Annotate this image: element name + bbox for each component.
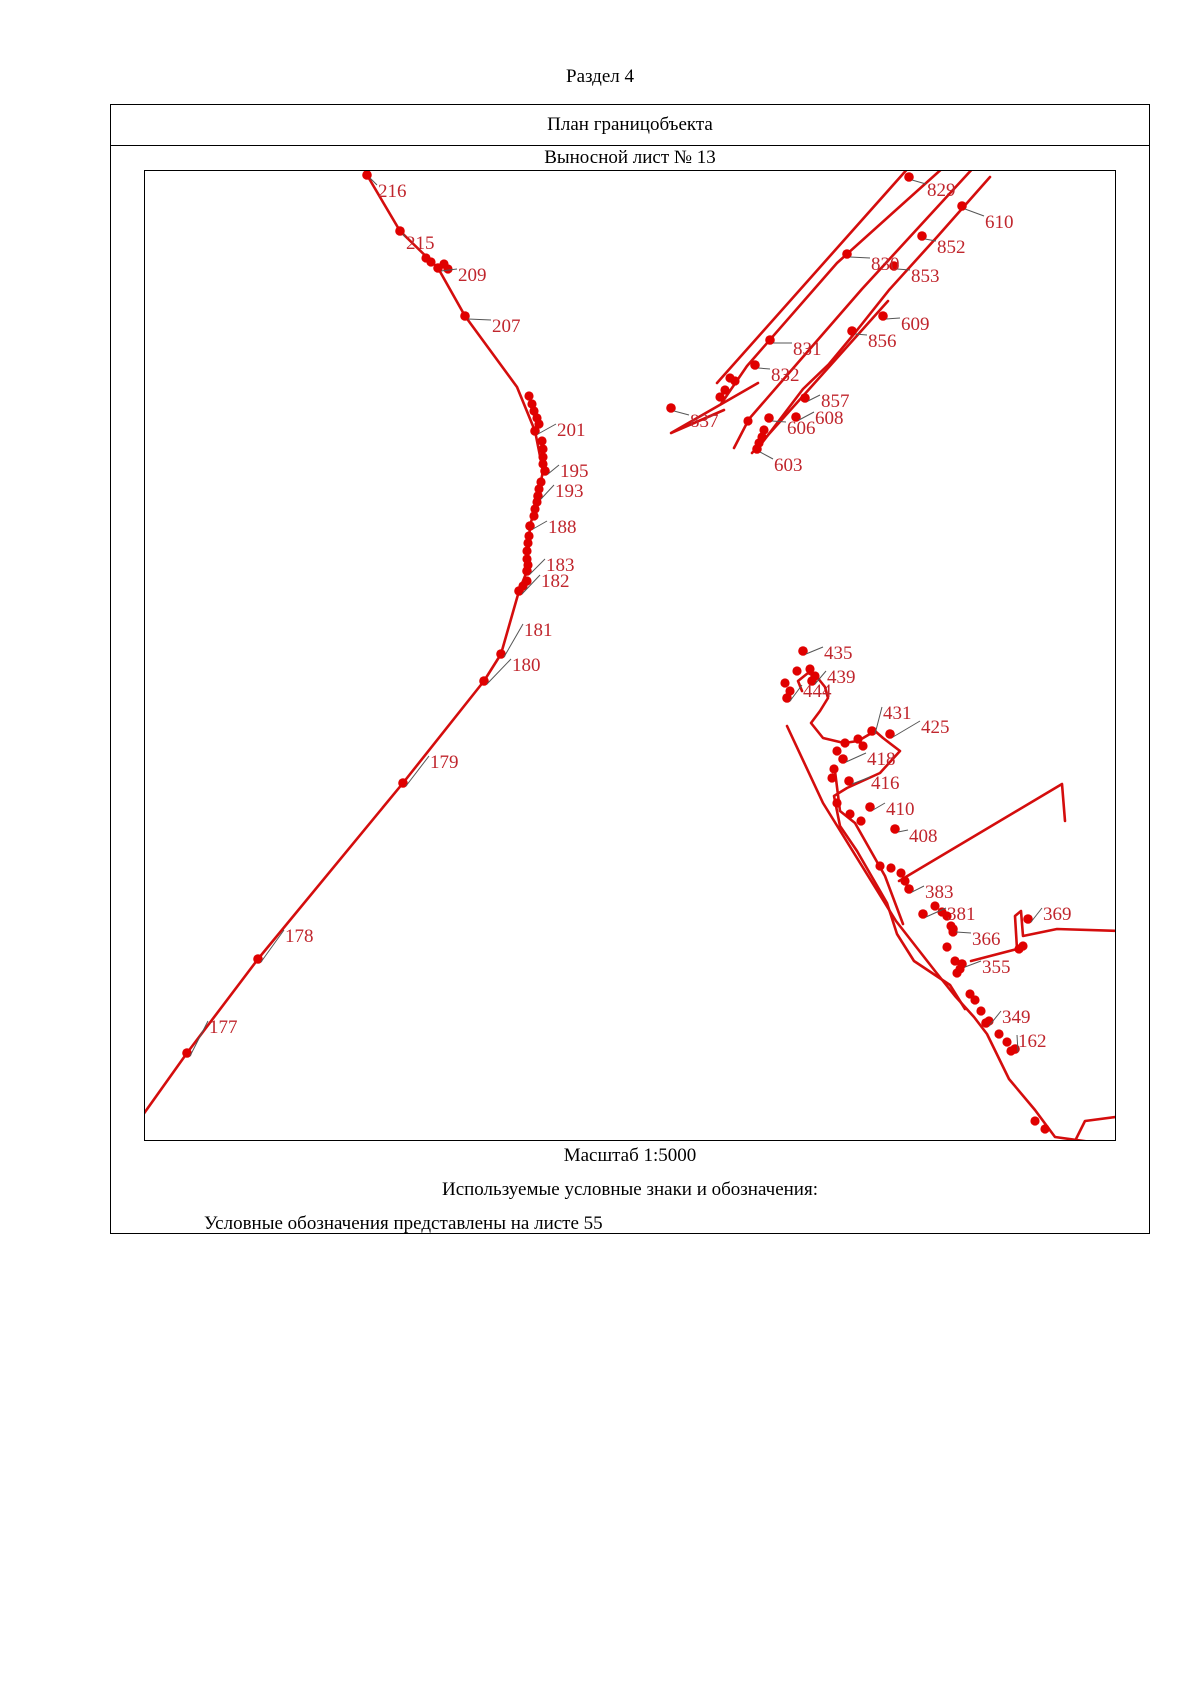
label-leader-603 — [760, 452, 773, 459]
boundary-vertex-193 — [533, 491, 543, 501]
point-labels — [209, 180, 1072, 1052]
label-leader-355 — [965, 961, 981, 967]
point-label-603: 603 — [774, 455, 803, 476]
boundary-vertex — [538, 444, 547, 453]
boundary-vertex — [829, 764, 838, 773]
boundary-vertex — [875, 861, 884, 870]
label-leader-177 — [190, 1021, 208, 1056]
point-label-178: 178 — [285, 926, 314, 947]
label-leader-410 — [873, 803, 885, 810]
boundary-vertex-182 — [514, 586, 524, 596]
point-label-608: 608 — [815, 408, 844, 429]
point-label-857: 857 — [821, 391, 850, 412]
label-leader-418 — [846, 753, 866, 762]
plan-title: План границобъекта — [111, 105, 1149, 146]
point-label-188: 188 — [548, 517, 577, 538]
point-label-837: 837 — [690, 411, 719, 432]
section-title: Раздел 4 — [566, 66, 634, 87]
boundary-vertex — [856, 816, 865, 825]
legend-note: Условные обозначения представлены на листе 55 — [204, 1213, 603, 1234]
label-leader-435 — [806, 647, 823, 654]
label-leader-431 — [875, 707, 882, 734]
boundary-vertex — [952, 968, 961, 977]
plan-frame — [110, 104, 1150, 1234]
point-label-435: 435 — [824, 643, 853, 664]
boundary-vertex-195 — [540, 466, 550, 476]
boundary-vertex — [524, 391, 533, 400]
boundary-vertex — [1030, 1116, 1039, 1125]
label-leader-207 — [468, 319, 491, 320]
point-label-381: 381 — [947, 904, 976, 925]
point-label-355: 355 — [982, 957, 1011, 978]
point-label-431: 431 — [883, 703, 912, 724]
boundary-vertex — [900, 876, 909, 885]
boundary-vertex — [1018, 941, 1027, 950]
label-leader-837 — [674, 411, 689, 415]
label-leader-606 — [772, 421, 786, 422]
boundary-vertex — [523, 538, 532, 547]
point-label-609: 609 — [901, 314, 930, 335]
point-label-610: 610 — [985, 212, 1014, 233]
boundary-vertex — [970, 995, 979, 1004]
boundary-vertex — [845, 809, 854, 818]
boundary-vertex — [715, 392, 724, 401]
boundary-vertex-181 — [496, 649, 506, 659]
boundary-vertex-349 — [981, 1018, 991, 1028]
boundary-vertex — [725, 373, 734, 382]
point-label-195: 195 — [560, 461, 589, 482]
point-label-215: 215 — [406, 233, 435, 254]
point-label-606: 606 — [787, 418, 816, 439]
boundary-vertex-179 — [398, 778, 408, 788]
point-label-832: 832 — [771, 365, 800, 386]
label-leader-610 — [965, 209, 984, 216]
boundary-vertex — [743, 416, 752, 425]
point-label-193: 193 — [555, 481, 584, 502]
boundary-vertex — [522, 546, 531, 555]
boundary-vertex — [832, 798, 841, 807]
point-label-829: 829 — [927, 180, 956, 201]
point-label-369: 369 — [1043, 904, 1072, 925]
point-label-410: 410 — [886, 799, 915, 820]
boundary-vertex — [1040, 1124, 1049, 1133]
boundary-vertex — [529, 511, 538, 520]
boundary-line-se-6 — [1075, 1116, 1116, 1141]
boundary-vertex-183 — [522, 566, 532, 576]
point-label-444: 444 — [803, 681, 832, 702]
point-label-183: 183 — [546, 555, 575, 576]
boundary-vertex — [942, 942, 951, 951]
label-leader-832 — [758, 368, 770, 369]
point-label-853: 853 — [911, 266, 940, 287]
boundary-vertex — [827, 773, 836, 782]
boundary-vertex — [896, 868, 905, 877]
label-leader-369 — [1031, 908, 1042, 922]
boundary-vertex — [886, 863, 895, 872]
label-leader-195 — [548, 465, 559, 474]
point-label-216: 216 — [378, 181, 407, 202]
point-label-366: 366 — [972, 929, 1001, 950]
label-leader-179 — [406, 756, 429, 786]
boundary-vertex-180 — [479, 676, 489, 686]
boundary-vertex — [1002, 1037, 1011, 1046]
scale-label: Масштаб 1:5000 — [563, 1145, 697, 1166]
label-leader-366 — [956, 932, 971, 933]
point-label-177: 177 — [209, 1017, 238, 1038]
point-label-180: 180 — [512, 655, 541, 676]
label-leader-188 — [533, 521, 547, 529]
point-label-408: 408 — [909, 826, 938, 847]
point-label-439: 439 — [827, 667, 856, 688]
boundary-line-left — [145, 175, 543, 1126]
point-label-383: 383 — [925, 882, 954, 903]
point-label-209: 209 — [458, 265, 487, 286]
point-label-856: 856 — [868, 331, 897, 352]
label-leader-829 — [912, 180, 926, 184]
boundary-line-ne-3 — [734, 171, 975, 448]
boundary-vertex — [994, 1029, 1003, 1038]
boundary-vertex — [792, 666, 801, 675]
boundary-vertex — [780, 678, 789, 687]
boundary-vertex — [537, 436, 546, 445]
boundary-vertex — [443, 264, 452, 273]
boundary-vertex — [976, 1006, 985, 1015]
point-label-349: 349 — [1002, 1007, 1031, 1028]
point-label-181: 181 — [524, 620, 553, 641]
boundary-vertex-177 — [182, 1048, 192, 1058]
sheet-title: Выносной лист № 13 — [544, 147, 716, 168]
point-label-201: 201 — [557, 420, 586, 441]
point-label-852: 852 — [937, 237, 966, 258]
point-label-831: 831 — [793, 339, 822, 360]
point-label-179: 179 — [430, 752, 459, 773]
map-area — [144, 170, 1116, 1141]
label-leader-609 — [886, 318, 900, 319]
boundary-vertex — [832, 746, 841, 755]
label-leaders — [190, 178, 1042, 1056]
boundary-vertex-178 — [253, 954, 263, 964]
legend-title: Используемые условные знаки и обозначения: — [441, 1179, 818, 1200]
label-leader-178 — [261, 930, 284, 962]
point-label-182: 182 — [541, 571, 570, 592]
boundary-map — [145, 171, 1116, 1141]
point-label-207: 207 — [492, 316, 521, 337]
point-label-416: 416 — [871, 773, 900, 794]
point-label-418: 418 — [867, 749, 896, 770]
boundary-vertex — [840, 738, 849, 747]
label-leader-830 — [850, 257, 870, 258]
boundary-vertex-369 — [1023, 914, 1033, 924]
boundary-vertex-444 — [782, 693, 792, 703]
point-label-830: 830 — [871, 254, 900, 275]
point-label-425: 425 — [921, 717, 950, 738]
point-label-162: 162 — [1018, 1031, 1047, 1052]
